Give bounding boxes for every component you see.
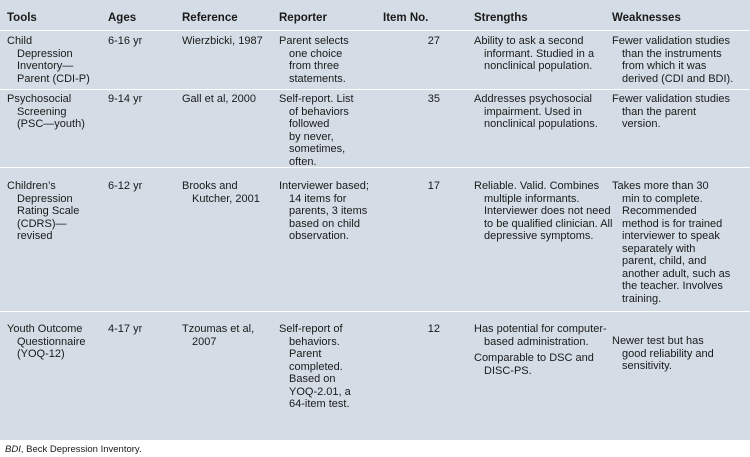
text-line: from which it was (622, 60, 707, 72)
text-line: another adult, such as (622, 267, 731, 280)
row3-tool (7, 180, 79, 243)
text-line: good reliability and (622, 347, 714, 360)
row3-ages: 6-12 yr (108, 180, 143, 192)
row4-reporter (279, 323, 351, 411)
text-line: (PSC—youth) (17, 118, 85, 130)
text-line: Addresses psychosocial (474, 93, 593, 105)
text-line: Parent (CDI-P) (17, 72, 90, 85)
text-line: based administration. (484, 335, 589, 348)
text-line: parent, child, and (622, 255, 707, 267)
row1-weaknesses (612, 35, 733, 85)
text-line: nonclinical population. (484, 60, 593, 72)
text-line: Children’s (7, 180, 56, 192)
header-rule (0, 30, 750, 31)
text-line: Interviewer does not need (484, 205, 611, 217)
text-line: often. (289, 155, 317, 168)
text-line: Has potential for computer- (474, 323, 607, 335)
text-line: Ability to ask a second (474, 35, 584, 47)
text-line: separately with (622, 242, 696, 255)
row2-ages: 9-14 yr (108, 93, 143, 105)
row2-reporter (279, 93, 354, 168)
row3-strengths (474, 180, 612, 243)
text-line: Questionnaire (17, 335, 86, 348)
row4-item-no: 12 (427, 323, 440, 335)
row4-weaknesses (612, 335, 714, 373)
text-line: Youth Outcome (7, 323, 83, 335)
text-line: depressive symptoms. (484, 230, 594, 242)
text-line: Based on (289, 373, 336, 385)
text-line: Recommended (622, 205, 697, 217)
text-line: observation. (289, 230, 349, 242)
row2-weaknesses (612, 93, 730, 131)
header-tools: Tools (7, 12, 37, 24)
text-line: Comparable to DSC and (474, 352, 594, 364)
row4-ages: 4-17 yr (108, 323, 143, 335)
text-line: interviewer to speak (622, 230, 720, 242)
text-line: Kutcher, 2001 (192, 192, 260, 205)
text-line: than the instruments (622, 47, 722, 60)
text-line: Depression (17, 192, 73, 205)
text-line: Parent selects (279, 35, 349, 47)
row3-reporter (279, 180, 369, 243)
row4-strengths (474, 323, 607, 377)
text-line: the teacher. Involves (622, 280, 723, 292)
header-reporter: Reporter (279, 12, 327, 24)
row1-reporter (279, 35, 349, 85)
row1-strengths (474, 35, 594, 73)
text-line: Takes more than 30 (612, 180, 709, 192)
header-ages: Ages (108, 12, 137, 24)
text-line: statements. (289, 72, 346, 85)
text-line: Child (7, 35, 33, 47)
row3-weaknesses (612, 180, 730, 305)
text-line: behaviors. (289, 335, 340, 348)
text-line: one choice (289, 47, 343, 60)
header-weaknesses: Weaknesses (612, 12, 681, 24)
text-line: Gall et al, 2000 (182, 93, 256, 105)
text-line: derived (CDI and BDI). (622, 72, 734, 85)
row2-item-no: 35 (427, 93, 440, 105)
text-line: from three (289, 60, 340, 72)
row2-tool (7, 93, 85, 131)
text-line: Inventory— (17, 60, 74, 72)
footnote (5, 444, 142, 455)
text-line: training. (622, 292, 662, 305)
footnote-text: , Beck Depression Inventory. (20, 444, 142, 455)
row1-tool (7, 35, 90, 85)
row3-reference (182, 180, 260, 205)
text-line: version. (622, 118, 661, 130)
text-line: Screening (17, 105, 67, 118)
text-line: 2007 (192, 335, 217, 348)
text-line: Depression (17, 47, 73, 60)
text-line: 14 items for (289, 192, 347, 205)
text-line: by never, (289, 130, 334, 143)
text-line: completed. (289, 360, 343, 373)
text-line: Self-report. List (279, 93, 354, 105)
text-line: followed (289, 118, 330, 130)
text-line: YOQ-2.01, a (289, 385, 351, 398)
row1-reference (182, 35, 263, 48)
text-line: revised (17, 230, 53, 242)
row4-tool (7, 323, 86, 361)
text-line: (YOQ-12) (17, 348, 65, 360)
text-line: than the parent (622, 105, 697, 118)
text-line: sometimes, (289, 143, 346, 155)
text-line: sensitivity. (622, 360, 672, 372)
row1-ages: 6-16 yr (108, 35, 143, 47)
header-strengths: Strengths (474, 12, 528, 24)
text-line: multiple informants. (484, 192, 580, 205)
row2-strengths (474, 93, 598, 131)
text-line: min to complete. (622, 192, 703, 205)
text-line: Interviewer based; (279, 180, 369, 192)
header-item-no: Item No. (383, 12, 429, 24)
row-divider (0, 167, 750, 168)
text-line: Tzoumas et al, (182, 323, 255, 335)
text-line: Reliable. Valid. Combines (474, 180, 600, 192)
text-line: to be qualified clinician. All (484, 217, 613, 230)
text-line: Rating Scale (17, 205, 80, 217)
row-divider (0, 311, 750, 312)
row4-reference (182, 323, 254, 348)
text-line: based on child (289, 217, 360, 230)
row-divider (0, 89, 750, 90)
text-line: 64-item test. (289, 398, 350, 410)
text-line: Psychosocial (7, 93, 72, 105)
row3-item-no: 17 (427, 180, 440, 192)
text-line: Fewer validation studies (612, 93, 731, 105)
text-line: Parent (289, 348, 322, 360)
text-line: method is for trained (622, 217, 723, 230)
header-reference: Reference (182, 12, 238, 24)
text-line: impairment. Used in (484, 105, 582, 118)
text-line: of behaviors (289, 105, 349, 118)
text-line: (CDRS)— (17, 217, 67, 230)
text-line: nonclinical populations. (484, 118, 598, 130)
text-line: Brooks and (182, 180, 238, 192)
text-line: Wierzbicki, 1987 (182, 35, 263, 47)
text-line: informant. Studied in a (484, 47, 595, 60)
text-line: parents, 3 items (289, 205, 368, 217)
text-line: Self-report of (279, 323, 343, 335)
text-line: Newer test but has (612, 335, 704, 347)
row2-reference (182, 93, 256, 106)
text-line: DISC-PS. (484, 364, 532, 377)
row1-item-no: 27 (427, 35, 440, 47)
text-line: Fewer validation studies (612, 35, 731, 47)
footnote-abbr: BDI (5, 444, 21, 455)
